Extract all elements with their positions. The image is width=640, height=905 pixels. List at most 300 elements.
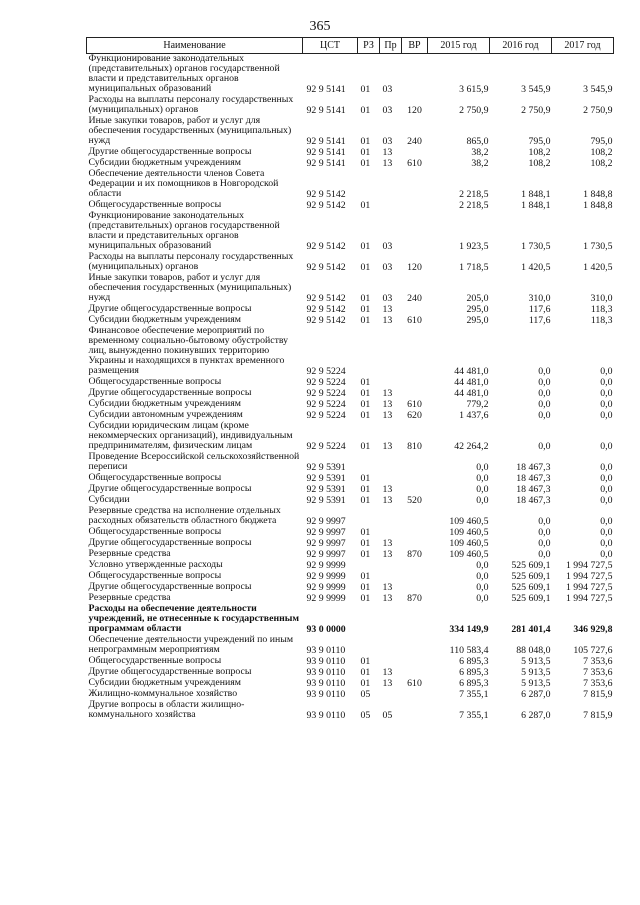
cell-2017: 0,0 bbox=[600, 462, 613, 473]
cell-pr: 03 bbox=[382, 136, 393, 147]
cell-cst: 93 9 0110 bbox=[306, 667, 346, 678]
cell-2017: 1 848,8 bbox=[583, 189, 613, 200]
cell-2016: 0,0 bbox=[538, 527, 551, 538]
cell-2017: 0,0 bbox=[600, 516, 613, 527]
cell-2017: 1 994 727,5 bbox=[565, 593, 613, 604]
cell-name: Субсидии бюджетным учреждениям bbox=[88, 158, 241, 168]
cell-vr bbox=[402, 700, 428, 721]
cell-rz bbox=[358, 326, 380, 377]
cell-vr bbox=[402, 582, 428, 593]
cell-2016: 0,0 bbox=[538, 538, 551, 549]
cell-cst: 92 9 9997 bbox=[306, 549, 346, 560]
cell-name: Субсидии бюджетным учреждениям bbox=[88, 399, 241, 409]
header-2017: 2017 год bbox=[552, 38, 614, 54]
cell-pr: 13 bbox=[382, 678, 393, 689]
table-row bbox=[87, 484, 614, 495]
cell-pr bbox=[380, 452, 402, 473]
cell-pr bbox=[380, 635, 402, 656]
cell-name: Общегосударственные вопросы bbox=[88, 527, 222, 537]
cell-pr bbox=[380, 604, 402, 635]
cell-rz: 01 bbox=[360, 241, 371, 252]
cell-cst: 92 9 5391 bbox=[306, 495, 346, 506]
cell-name: Субсидии юридическим лицам (кроме некоммерческих организаций), индивидуальным предпринимателям, физическим лицам bbox=[88, 421, 293, 451]
cell-2017: 7 815,9 bbox=[583, 689, 613, 700]
table-row bbox=[87, 667, 614, 678]
cell-2016: 0,0 bbox=[538, 516, 551, 527]
cell-name: Резервные средства на исполнение отдельных расходных обязательств областного бюджета bbox=[88, 506, 281, 526]
cell-rz: 01 bbox=[360, 656, 371, 667]
header-vr: ВР bbox=[402, 38, 428, 54]
cell-2015: 295,0 bbox=[466, 315, 489, 326]
cell-2016: 5 913,5 bbox=[521, 678, 551, 689]
cell-rz: 01 bbox=[360, 293, 371, 304]
cell-cst: 92 9 5142 bbox=[306, 241, 346, 252]
table-row bbox=[87, 304, 614, 315]
cell-rz bbox=[358, 506, 380, 527]
cell-name: Общегосударственные вопросы bbox=[88, 656, 222, 666]
cell-cst: 92 9 9997 bbox=[306, 538, 346, 549]
table-row bbox=[87, 252, 614, 273]
cell-2016: 310,0 bbox=[528, 293, 551, 304]
cell-2015: 6 895,3 bbox=[459, 656, 489, 667]
cell-vr: 610 bbox=[407, 315, 422, 326]
cell-vr: 610 bbox=[407, 158, 422, 169]
cell-2015: 2 218,5 bbox=[459, 200, 489, 211]
cell-2015: 44 481,0 bbox=[454, 388, 489, 399]
cell-2017: 1 730,5 bbox=[583, 241, 613, 252]
cell-vr bbox=[402, 211, 428, 252]
cell-2016: 117,6 bbox=[528, 315, 551, 326]
cell-pr bbox=[380, 377, 402, 388]
cell-pr bbox=[380, 473, 402, 484]
cell-cst: 92 9 5142 bbox=[306, 189, 346, 200]
cell-rz: 01 bbox=[360, 158, 371, 169]
cell-cst: 92 9 9999 bbox=[306, 582, 346, 593]
cell-name: Расходы на выплаты персоналу государственных (муниципальных) органов bbox=[88, 95, 294, 115]
cell-2016: 1 848,1 bbox=[521, 200, 551, 211]
cell-2016: 108,2 bbox=[528, 158, 551, 169]
cell-pr: 13 bbox=[382, 495, 393, 506]
cell-2017: 0,0 bbox=[600, 388, 613, 399]
cell-vr bbox=[402, 604, 428, 635]
cell-2016: 18 467,3 bbox=[516, 484, 551, 495]
cell-rz bbox=[358, 604, 380, 635]
cell-2017: 346 929,8 bbox=[573, 624, 613, 635]
cell-name: Другие общегосударственные вопросы bbox=[88, 147, 252, 157]
cell-2017: 0,0 bbox=[600, 538, 613, 549]
table-row bbox=[87, 200, 614, 211]
cell-2015: 6 895,3 bbox=[459, 667, 489, 678]
cell-vr: 240 bbox=[407, 293, 422, 304]
table-row bbox=[87, 549, 614, 560]
cell-pr bbox=[380, 560, 402, 571]
cell-rz bbox=[358, 169, 380, 200]
cell-cst: 93 9 0110 bbox=[306, 645, 346, 656]
cell-2016: 88 048,0 bbox=[516, 645, 551, 656]
cell-cst: 92 9 5391 bbox=[306, 462, 346, 473]
table-row bbox=[87, 678, 614, 689]
cell-name: Расходы на обеспечение деятельности учреждений, не отнесенные к государственным программам области bbox=[88, 604, 300, 634]
cell-name: Резервные средства bbox=[88, 549, 171, 559]
cell-2017: 7 815,9 bbox=[583, 710, 613, 721]
cell-name: Условно утвержденные расходы bbox=[88, 560, 223, 570]
cell-2016: 18 467,3 bbox=[516, 473, 551, 484]
cell-2017: 0,0 bbox=[600, 549, 613, 560]
cell-2016: 525 609,1 bbox=[511, 593, 551, 604]
cell-rz: 01 bbox=[360, 549, 371, 560]
cell-name: Другие общегосударственные вопросы bbox=[88, 582, 252, 592]
cell-2017: 0,0 bbox=[600, 527, 613, 538]
cell-vr bbox=[402, 200, 428, 211]
cell-cst: 92 9 5142 bbox=[306, 293, 346, 304]
cell-cst: 92 9 5142 bbox=[306, 200, 346, 211]
page-number: 365 bbox=[309, 19, 331, 34]
cell-vr bbox=[402, 667, 428, 678]
table-row bbox=[87, 527, 614, 538]
cell-rz: 01 bbox=[360, 527, 371, 538]
table-row bbox=[87, 54, 614, 96]
cell-2016: 0,0 bbox=[538, 388, 551, 399]
cell-pr: 13 bbox=[382, 158, 393, 169]
table-row bbox=[87, 689, 614, 700]
cell-2015: 2 750,9 bbox=[459, 105, 489, 116]
cell-rz: 01 bbox=[360, 571, 371, 582]
cell-2015: 42 264,2 bbox=[454, 441, 489, 452]
cell-pr: 13 bbox=[382, 315, 393, 326]
cell-vr bbox=[402, 635, 428, 656]
cell-pr: 03 bbox=[382, 84, 393, 95]
header-name: Наименование bbox=[87, 38, 303, 54]
cell-name: Субсидии bbox=[88, 495, 130, 505]
cell-rz: 01 bbox=[360, 667, 371, 678]
cell-2015: 110 583,4 bbox=[449, 645, 489, 656]
cell-vr: 120 bbox=[407, 105, 422, 116]
cell-pr: 13 bbox=[382, 667, 393, 678]
table-row bbox=[87, 506, 614, 527]
cell-2015: 0,0 bbox=[476, 473, 489, 484]
cell-2017: 310,0 bbox=[590, 293, 613, 304]
cell-name: Другие общегосударственные вопросы bbox=[88, 304, 252, 314]
cell-name: Иные закупки товаров, работ и услуг для обеспечения государственных (муниципальных) нужд bbox=[88, 273, 292, 303]
cell-cst: 92 9 5224 bbox=[306, 377, 346, 388]
cell-2016: 525 609,1 bbox=[511, 582, 551, 593]
cell-cst: 92 9 5142 bbox=[306, 304, 346, 315]
cell-pr: 13 bbox=[382, 441, 393, 452]
table-row bbox=[87, 473, 614, 484]
cell-2016: 1 730,5 bbox=[521, 241, 551, 252]
cell-2017: 0,0 bbox=[600, 399, 613, 410]
cell-2016: 0,0 bbox=[538, 441, 551, 452]
table-row bbox=[87, 315, 614, 326]
cell-vr bbox=[402, 560, 428, 571]
table-row bbox=[87, 571, 614, 582]
cell-vr: 620 bbox=[407, 410, 422, 421]
cell-2017: 0,0 bbox=[600, 484, 613, 495]
cell-rz: 05 bbox=[360, 710, 371, 721]
cell-vr: 120 bbox=[407, 262, 422, 273]
cell-cst: 92 9 5142 bbox=[306, 262, 346, 273]
cell-cst: 92 9 9999 bbox=[306, 560, 346, 571]
cell-rz bbox=[358, 452, 380, 473]
cell-cst: 93 0 0000 bbox=[306, 624, 346, 635]
cell-2015: 38,2 bbox=[471, 158, 489, 169]
cell-cst: 92 9 5224 bbox=[306, 441, 346, 452]
table-row bbox=[87, 656, 614, 667]
cell-cst: 92 9 5224 bbox=[306, 388, 346, 399]
cell-pr: 05 bbox=[382, 710, 393, 721]
cell-2017: 1 994 727,5 bbox=[565, 582, 613, 593]
cell-rz: 01 bbox=[360, 105, 371, 116]
cell-pr: 13 bbox=[382, 549, 393, 560]
cell-name: Проведение Всероссийской сельскохозяйственной переписи bbox=[88, 452, 300, 472]
cell-rz: 01 bbox=[360, 441, 371, 452]
cell-pr: 13 bbox=[382, 147, 393, 158]
cell-cst: 92 9 5391 bbox=[306, 473, 346, 484]
cell-cst: 92 9 5141 bbox=[306, 84, 346, 95]
cell-pr bbox=[380, 326, 402, 377]
cell-name: Субсидии бюджетным учреждениям bbox=[88, 315, 241, 325]
cell-rz: 01 bbox=[360, 200, 371, 211]
cell-rz: 01 bbox=[360, 377, 371, 388]
cell-pr: 13 bbox=[382, 538, 393, 549]
cell-cst: 92 9 5141 bbox=[306, 136, 346, 147]
table-row bbox=[87, 560, 614, 571]
cell-vr: 610 bbox=[407, 678, 422, 689]
cell-name: Резервные средства bbox=[88, 593, 171, 603]
cell-pr: 13 bbox=[382, 410, 393, 421]
cell-2017: 7 353,6 bbox=[583, 656, 613, 667]
cell-2017: 105 727,6 bbox=[573, 645, 613, 656]
cell-rz: 01 bbox=[360, 495, 371, 506]
cell-vr bbox=[402, 473, 428, 484]
cell-2016: 2 750,9 bbox=[521, 105, 551, 116]
cell-2015: 44 481,0 bbox=[454, 366, 489, 377]
cell-2015: 109 460,5 bbox=[449, 516, 489, 527]
cell-2016: 5 913,5 bbox=[521, 667, 551, 678]
cell-rz bbox=[358, 635, 380, 656]
cell-pr bbox=[380, 571, 402, 582]
cell-vr bbox=[402, 656, 428, 667]
cell-pr: 13 bbox=[382, 593, 393, 604]
cell-rz: 01 bbox=[360, 473, 371, 484]
table-row bbox=[87, 410, 614, 421]
table-row bbox=[87, 169, 614, 200]
cell-2017: 1 994 727,5 bbox=[565, 560, 613, 571]
cell-name: Иные закупки товаров, работ и услуг для обеспечения государственных (муниципальных) нужд bbox=[88, 116, 292, 146]
cell-cst: 92 9 5141 bbox=[306, 147, 346, 158]
cell-vr: 610 bbox=[407, 399, 422, 410]
cell-name: Субсидии бюджетным учреждениям bbox=[88, 678, 241, 688]
cell-2017: 0,0 bbox=[600, 495, 613, 506]
cell-pr bbox=[380, 689, 402, 700]
table-row bbox=[87, 211, 614, 252]
cell-rz: 01 bbox=[360, 315, 371, 326]
cell-cst: 92 9 9997 bbox=[306, 516, 346, 527]
cell-rz: 01 bbox=[360, 410, 371, 421]
cell-cst: 92 9 5141 bbox=[306, 105, 346, 116]
header-rz: РЗ bbox=[358, 38, 380, 54]
cell-name: Жилищно-коммунальное хозяйство bbox=[88, 689, 238, 699]
cell-cst: 92 9 9997 bbox=[306, 527, 346, 538]
table-row bbox=[87, 158, 614, 169]
cell-cst: 92 9 5224 bbox=[306, 366, 346, 377]
cell-pr bbox=[380, 656, 402, 667]
cell-2016: 0,0 bbox=[538, 549, 551, 560]
cell-vr bbox=[402, 326, 428, 377]
cell-vr bbox=[402, 452, 428, 473]
cell-rz: 01 bbox=[360, 136, 371, 147]
table-row bbox=[87, 452, 614, 473]
cell-cst: 92 9 5224 bbox=[306, 399, 346, 410]
cell-name: Функционирование законодательных (представительных) органов государственной власти и представительных органов муниципальных образований bbox=[88, 211, 280, 251]
cell-cst: 92 9 5142 bbox=[306, 315, 346, 326]
cell-2015: 38,2 bbox=[471, 147, 489, 158]
cell-2016: 5 913,5 bbox=[521, 656, 551, 667]
cell-vr bbox=[402, 506, 428, 527]
cell-rz: 01 bbox=[360, 678, 371, 689]
cell-cst: 92 9 5391 bbox=[306, 484, 346, 495]
cell-2017: 0,0 bbox=[600, 410, 613, 421]
cell-pr bbox=[380, 506, 402, 527]
cell-pr bbox=[380, 200, 402, 211]
cell-2016: 6 287,0 bbox=[521, 689, 551, 700]
table-row bbox=[87, 700, 614, 721]
cell-2017: 108,2 bbox=[590, 158, 613, 169]
cell-2016: 525 609,1 bbox=[511, 560, 551, 571]
cell-2017: 7 353,6 bbox=[583, 678, 613, 689]
cell-rz: 01 bbox=[360, 147, 371, 158]
cell-2016: 0,0 bbox=[538, 366, 551, 377]
cell-vr bbox=[402, 169, 428, 200]
cell-rz: 05 bbox=[360, 689, 371, 700]
cell-cst: 93 9 0110 bbox=[306, 678, 346, 689]
cell-name: Общегосударственные вопросы bbox=[88, 200, 222, 210]
cell-name: Обеспечение деятельности учреждений по иным непрограммным мероприятиям bbox=[88, 635, 294, 655]
cell-vr bbox=[402, 484, 428, 495]
table-row bbox=[87, 593, 614, 604]
cell-2017: 108,2 bbox=[590, 147, 613, 158]
cell-2017: 0,0 bbox=[600, 366, 613, 377]
cell-rz: 01 bbox=[360, 304, 371, 315]
cell-name: Обеспечение деятельности членов Совета Федерации и их помощников в Новгородской области bbox=[88, 169, 279, 199]
cell-2017: 118,3 bbox=[590, 304, 613, 315]
cell-name: Общегосударственные вопросы bbox=[88, 571, 222, 581]
cell-2016: 18 467,3 bbox=[516, 462, 551, 473]
header-2016: 2016 год bbox=[490, 38, 552, 54]
cell-2015: 205,0 bbox=[466, 293, 489, 304]
cell-2015: 7 355,1 bbox=[459, 710, 489, 721]
cell-2015: 0,0 bbox=[476, 560, 489, 571]
budget-table bbox=[86, 37, 614, 721]
cell-2015: 109 460,5 bbox=[449, 538, 489, 549]
cell-pr: 03 bbox=[382, 105, 393, 116]
cell-name: Расходы на выплаты персоналу государственных (муниципальных) органов bbox=[88, 252, 294, 272]
table-row bbox=[87, 604, 614, 635]
cell-vr bbox=[402, 571, 428, 582]
cell-pr: 03 bbox=[382, 293, 393, 304]
cell-2016: 1 848,1 bbox=[521, 189, 551, 200]
cell-vr bbox=[402, 538, 428, 549]
cell-rz: 01 bbox=[360, 399, 371, 410]
cell-vr: 240 bbox=[407, 136, 422, 147]
cell-name: Другие общегосударственные вопросы bbox=[88, 538, 252, 548]
cell-rz: 01 bbox=[360, 484, 371, 495]
table-row bbox=[87, 273, 614, 304]
cell-2015: 1 923,5 bbox=[459, 241, 489, 252]
cell-name: Общегосударственные вопросы bbox=[88, 473, 222, 483]
cell-rz bbox=[358, 560, 380, 571]
table-row bbox=[87, 421, 614, 452]
cell-2015: 865,0 bbox=[466, 136, 489, 147]
cell-2016: 525 609,1 bbox=[511, 571, 551, 582]
cell-vr bbox=[402, 304, 428, 315]
cell-vr bbox=[402, 388, 428, 399]
cell-name: Функционирование законодательных (представительных) органов государственной власти и представительных органов муниципальных образований bbox=[88, 53, 280, 94]
cell-rz: 01 bbox=[360, 538, 371, 549]
table-header-row bbox=[87, 38, 614, 54]
cell-vr: 520 bbox=[407, 495, 422, 506]
cell-cst: 93 9 0110 bbox=[306, 710, 346, 721]
cell-rz: 01 bbox=[360, 593, 371, 604]
cell-name: Другие вопросы в области жилищно-коммунального хозяйства bbox=[88, 700, 245, 720]
cell-name: Другие общегосударственные вопросы bbox=[88, 667, 252, 677]
table-row bbox=[87, 95, 614, 116]
table-body bbox=[87, 54, 614, 722]
table-row bbox=[87, 388, 614, 399]
cell-cst: 93 9 0110 bbox=[306, 689, 346, 700]
cell-2015: 7 355,1 bbox=[459, 689, 489, 700]
table-row bbox=[87, 582, 614, 593]
cell-2015: 779,2 bbox=[466, 399, 489, 410]
cell-2015: 2 218,5 bbox=[459, 189, 489, 200]
cell-2015: 295,0 bbox=[466, 304, 489, 315]
cell-cst: 92 9 9999 bbox=[306, 593, 346, 604]
cell-2017: 1 848,8 bbox=[583, 200, 613, 211]
cell-rz: 01 bbox=[360, 582, 371, 593]
table-row bbox=[87, 326, 614, 377]
cell-2016: 1 420,5 bbox=[521, 262, 551, 273]
cell-pr: 13 bbox=[382, 399, 393, 410]
cell-2015: 44 481,0 bbox=[454, 377, 489, 388]
cell-2017: 7 353,6 bbox=[583, 667, 613, 678]
cell-vr bbox=[402, 527, 428, 538]
cell-pr: 13 bbox=[382, 304, 393, 315]
cell-pr: 13 bbox=[382, 484, 393, 495]
cell-2017: 0,0 bbox=[600, 441, 613, 452]
cell-vr bbox=[402, 147, 428, 158]
header-cst: ЦСТ bbox=[303, 38, 358, 54]
cell-2015: 0,0 bbox=[476, 582, 489, 593]
cell-2016: 281 401,4 bbox=[511, 624, 551, 635]
cell-2017: 118,3 bbox=[590, 315, 613, 326]
cell-name: Другие общегосударственные вопросы bbox=[88, 484, 252, 494]
cell-2015: 0,0 bbox=[476, 484, 489, 495]
cell-2015: 0,0 bbox=[476, 462, 489, 473]
cell-2016: 3 545,9 bbox=[521, 84, 551, 95]
cell-name: Общегосударственные вопросы bbox=[88, 377, 222, 387]
table-row bbox=[87, 399, 614, 410]
cell-rz: 01 bbox=[360, 84, 371, 95]
cell-cst: 92 9 9999 bbox=[306, 571, 346, 582]
cell-pr bbox=[380, 169, 402, 200]
cell-2016: 18 467,3 bbox=[516, 495, 551, 506]
cell-pr: 13 bbox=[382, 582, 393, 593]
cell-2015: 0,0 bbox=[476, 571, 489, 582]
table-row bbox=[87, 538, 614, 549]
cell-2016: 6 287,0 bbox=[521, 710, 551, 721]
cell-2016: 108,2 bbox=[528, 147, 551, 158]
cell-2015: 109 460,5 bbox=[449, 549, 489, 560]
